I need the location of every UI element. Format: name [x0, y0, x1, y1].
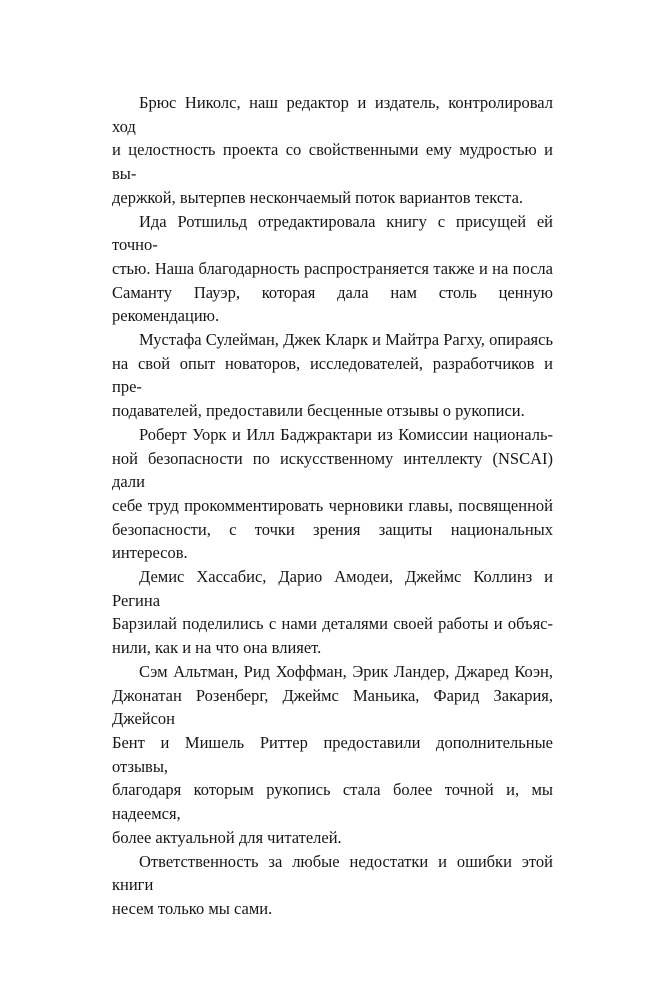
paragraph	[112, 210, 553, 329]
text-line: стью. Наша благодарность распространяется также и на посла	[112, 258, 553, 278]
text-line: Барзилай поделились с нами деталями своей работы и объяс-	[112, 614, 553, 634]
text-line: благодаря которым рукопись стала более точной и, мы надеемся,	[112, 780, 553, 824]
paragraph	[112, 565, 553, 660]
text-line: на свой опыт новаторов, исследователей, разработчиков и пре-	[112, 353, 553, 397]
text-line: ной безопасности по искусственному интеллекту (NSCAI) дали	[112, 448, 553, 492]
text-line: Джонатан Розенберг, Джеймс Маньика, Фарид Закария, Джейсон	[112, 685, 553, 729]
text-line: подавателей, предоставили бесценные отзывы о рукописи.	[112, 401, 525, 421]
text-line: несем только мы сами.	[112, 898, 273, 918]
text-line: Ответственность за любые недостатки и ошибки этой книги	[112, 851, 553, 895]
paragraph	[112, 328, 553, 423]
paragraph	[112, 850, 553, 921]
text-line: Сэм Альтман, Рид Хоффман, Эрик Ландер, Джаред Коэн,	[139, 661, 553, 681]
text-line: Демис Хассабис, Дарио Амодеи, Джеймс Коллинз и Регина	[112, 567, 553, 610]
text-line: себе труд прокомментировать черновики главы, посвященной	[112, 495, 553, 515]
text-line: Саманту Пауэр, которая дала нам столь ценную рекомендацию.	[112, 282, 553, 326]
text-line: Ида Ротшильд отредактировала книгу с присущей ей точно-	[112, 211, 553, 255]
text-line: Бент и Мишель Риттер предоставили дополнительные отзывы,	[112, 732, 553, 776]
text-line: Мустафа Сулейман, Джек Кларк и Майтра Рагху, опираясь	[139, 330, 553, 350]
paragraph	[112, 91, 553, 210]
text-line: безопасности, с точки зрения защиты национальных интересов.	[112, 519, 553, 563]
text-line: и целостность проекта со свойственными ему мудростью и вы-	[112, 140, 553, 184]
acknowledgments-text	[112, 91, 553, 921]
text-line: Брюс Николс, наш редактор и издатель, контролировал ход	[112, 93, 553, 136]
paragraph	[112, 423, 553, 565]
text-line: держкой, вытерпев нескончаемый поток вариантов текста.	[112, 187, 524, 207]
text-line: Роберт Уорк и Илл Баджрактари из Комиссии националь-	[139, 424, 553, 444]
paragraph	[112, 660, 553, 850]
text-line: нили, как и на что она влияет.	[112, 638, 322, 658]
text-line: более актуальной для читателей.	[112, 827, 342, 847]
